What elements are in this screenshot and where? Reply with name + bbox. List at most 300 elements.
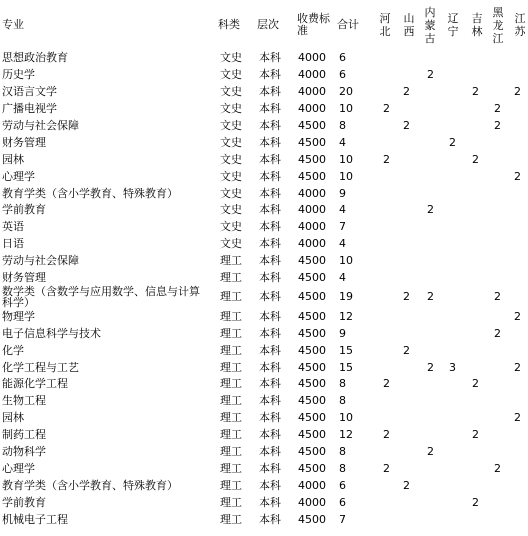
cell-province-heilongjiang [488,236,510,253]
cell-level: 本科 [259,290,281,304]
cell-fee: 4500 [298,377,326,391]
cell-province-hebei [373,359,397,376]
table-row [0,325,528,342]
cell-province-neimenggu [421,494,443,511]
cell-province-liaoning [443,427,466,444]
cell-major: 日语 [2,237,24,251]
cell-province-liaoning [443,342,466,359]
cell-province-neimenggu [421,50,443,67]
cell-province-shanxi [397,101,421,118]
cell-province-shanxi [397,511,421,528]
cell-level: 本科 [259,119,281,132]
header-province-hebei: 河北 [379,12,391,38]
cell-total: 19 [339,290,353,304]
cell-province-shanxi: 2 [403,343,410,357]
cell-province-liaoning [443,325,466,342]
cell-province-neimenggu [421,185,443,202]
cell-province-shanxi [397,202,421,219]
cell-province-liaoning [443,84,466,101]
table-row [0,427,528,444]
cell-province-liaoning: 2 [449,135,456,149]
cell-level: 本科 [259,326,281,340]
cell-province-jilin [466,185,488,202]
cell-province-jilin: 2 [472,85,479,99]
cell-fee: 4500 [298,428,326,442]
cell-major: 生物工程 [2,394,46,408]
cell-fee: 4500 [298,360,326,374]
cell-province-heilongjiang: 2 [494,102,501,116]
cell-province-jilin [466,511,488,528]
cell-level: 本科 [259,512,281,526]
cell-province-neimenggu: 2 [427,445,434,459]
cell-level: 本科 [259,377,281,391]
cell-total: 8 [339,377,346,391]
cell-province-jilin [466,270,488,287]
cell-major: 广播电视学 [2,102,57,116]
cell-province-hebei [373,185,397,202]
cell-province-neimenggu [421,84,443,101]
cell-province-jiangsu [510,253,528,270]
cell-province-jiangsu [510,376,528,393]
cell-category: 理工 [220,495,242,509]
cell-province-jilin [466,50,488,67]
cell-province-shanxi [397,444,421,461]
cell-province-hebei: 2 [383,461,390,475]
cell-province-jilin [466,236,488,253]
cell-level: 本科 [259,271,281,285]
cell-province-jiangsu [510,236,528,253]
cell-major: 动物科学 [2,445,46,459]
cell-total: 4 [339,135,346,149]
cell-fee: 4000 [298,186,326,200]
cell-province-heilongjiang [488,168,510,185]
cell-province-heilongjiang [488,253,510,270]
cell-major: 教育学类（含小学教育、特殊教育） [2,478,178,492]
cell-province-neimenggu [421,253,443,270]
cell-province-jilin [466,460,488,477]
cell-province-heilongjiang [488,393,510,410]
cell-province-jilin: 2 [472,495,479,509]
cell-major: 机械电子工程 [2,512,68,526]
cell-province-jilin [466,67,488,84]
cell-level: 本科 [259,169,281,183]
header-province-liaoning: 辽宁 [447,12,459,38]
table-row [0,50,528,67]
cell-province-neimenggu [421,118,443,135]
cell-province-jilin [466,134,488,151]
cell-province-jiangsu [510,460,528,477]
cell-province-jilin [466,308,488,325]
cell-province-neimenggu [421,427,443,444]
cell-province-hebei [373,325,397,342]
cell-fee: 4500 [298,119,326,132]
cell-province-hebei [373,511,397,528]
cell-major: 学前教育 [2,495,46,509]
cell-province-shanxi [397,168,421,185]
cell-category: 理工 [220,512,242,526]
cell-level: 本科 [259,343,281,357]
header-province-jiangsu: 江苏 [514,12,526,38]
cell-level: 本科 [259,428,281,442]
table-row [0,393,528,410]
cell-level: 本科 [259,461,281,475]
cell-province-jiangsu [510,477,528,494]
cell-province-jiangsu: 2 [514,411,521,425]
cell-province-neimenggu [421,101,443,118]
cell-province-jilin [466,118,488,135]
cell-major: 英语 [2,220,24,234]
cell-category: 文史 [220,169,242,183]
header-category: 科类 [218,18,240,31]
cell-fee: 4500 [298,152,326,166]
cell-province-hebei: 2 [383,377,390,391]
cell-province-jiangsu [510,67,528,84]
cell-total: 12 [339,428,353,442]
cell-province-neimenggu [421,393,443,410]
cell-province-neimenggu [421,168,443,185]
header-province-shanxi: 山西 [403,12,415,38]
cell-total: 8 [339,445,346,459]
cell-province-hebei [373,410,397,427]
cell-province-jiangsu [510,393,528,410]
cell-province-hebei [373,286,397,308]
cell-major: 汉语言文学 [2,85,57,99]
cell-level: 本科 [259,360,281,374]
cell-major: 劳动与社会保障 [2,119,79,132]
cell-major: 教育学类（含小学教育、特殊教育） [2,186,178,200]
cell-fee: 4500 [298,169,326,183]
cell-province-shanxi: 2 [403,85,410,99]
cell-province-shanxi [397,253,421,270]
cell-province-hebei [373,219,397,236]
cell-total: 10 [339,411,353,425]
table-row [0,219,528,236]
cell-category: 理工 [220,271,242,285]
cell-province-jilin [466,286,488,308]
cell-province-liaoning [443,444,466,461]
cell-major: 思想政治教育 [2,51,68,65]
cell-province-neimenggu: 2 [427,68,434,82]
cell-province-jiangsu [510,286,528,308]
cell-major: 心理学 [2,169,35,183]
cell-total: 6 [339,68,346,82]
cell-level: 本科 [259,186,281,200]
cell-major: 劳动与社会保障 [2,254,79,268]
cell-major: 历史学 [2,68,35,82]
cell-province-jiangsu [510,118,528,135]
cell-province-neimenggu [421,151,443,168]
cell-province-heilongjiang [488,308,510,325]
cell-province-jiangsu [510,185,528,202]
cell-province-shanxi [397,270,421,287]
cell-level: 本科 [259,85,281,99]
cell-total: 4 [339,203,346,217]
cell-category: 文史 [220,203,242,217]
cell-province-heilongjiang [488,84,510,101]
cell-category: 文史 [220,220,242,234]
header-province-neimenggu: 内蒙古 [424,5,436,45]
cell-level: 本科 [259,478,281,492]
cell-fee: 4500 [298,271,326,285]
table-row [0,236,528,253]
cell-level: 本科 [259,237,281,251]
cell-total: 20 [339,85,353,99]
cell-province-hebei [373,342,397,359]
cell-province-liaoning [443,67,466,84]
cell-province-jilin [466,444,488,461]
cell-category: 文史 [220,186,242,200]
cell-province-hebei [373,84,397,101]
cell-province-hebei [373,494,397,511]
cell-province-jilin [466,342,488,359]
cell-province-liaoning [443,185,466,202]
cell-level: 本科 [259,68,281,82]
table-row [0,84,528,101]
cell-category: 理工 [220,377,242,391]
cell-province-shanxi [397,376,421,393]
cell-province-jiangsu: 2 [514,85,521,99]
cell-total: 4 [339,271,346,285]
cell-province-heilongjiang: 2 [494,290,501,304]
header-province-heilongjiang: 黑龙江 [492,5,504,45]
table-row [0,253,528,270]
cell-province-liaoning [443,308,466,325]
cell-province-jiangsu [510,444,528,461]
cell-province-jiangsu [510,219,528,236]
cell-province-neimenggu: 2 [427,203,434,217]
cell-level: 本科 [259,254,281,268]
table-row [0,202,528,219]
cell-category: 理工 [220,343,242,357]
header-fee: 收费标准 [297,12,330,37]
cell-category: 文史 [220,119,242,132]
cell-category: 理工 [220,478,242,492]
cell-fee: 4500 [298,290,326,304]
cell-province-shanxi [397,460,421,477]
header-total: 合计 [337,18,359,31]
cell-province-hebei [373,168,397,185]
table-row [0,342,528,359]
cell-total: 12 [339,309,353,323]
cell-province-heilongjiang [488,427,510,444]
cell-province-shanxi [397,427,421,444]
cell-province-jilin [466,410,488,427]
cell-major: 学前教育 [2,203,46,217]
cell-province-jilin: 2 [472,428,479,442]
table-row [0,376,528,393]
cell-category: 理工 [220,428,242,442]
cell-province-liaoning [443,50,466,67]
cell-province-neimenggu [421,134,443,151]
table-body [0,50,528,528]
cell-major: 心理学 [2,461,35,475]
table-row [0,444,528,461]
cell-province-heilongjiang [488,151,510,168]
cell-province-liaoning [443,286,466,308]
cell-province-jilin [466,219,488,236]
cell-province-shanxi [397,410,421,427]
cell-province-liaoning [443,494,466,511]
cell-major-line: 数学类（含数学与应用数学、信息与计算 [2,285,200,299]
cell-province-shanxi [397,67,421,84]
table-row [0,460,528,477]
cell-major: 财务管理 [2,271,46,285]
cell-province-hebei [373,50,397,67]
cell-category: 理工 [220,360,242,374]
cell-fee: 4000 [298,495,326,509]
cell-province-shanxi [397,151,421,168]
cell-level: 本科 [259,203,281,217]
cell-total: 9 [339,326,346,340]
cell-major: 园林 [2,411,24,425]
cell-province-hebei [373,270,397,287]
cell-province-jilin: 2 [472,377,479,391]
cell-province-heilongjiang [488,511,510,528]
cell-province-heilongjiang [488,342,510,359]
cell-province-heilongjiang [488,185,510,202]
table-row [0,511,528,528]
table-row [0,118,528,135]
cell-fee: 4500 [298,135,326,149]
cell-fee: 4500 [298,445,326,459]
table-row [0,168,528,185]
cell-province-heilongjiang: 2 [494,461,501,475]
cell-total: 6 [339,51,346,65]
cell-province-liaoning [443,118,466,135]
header-level: 层次 [257,18,279,31]
cell-total: 9 [339,186,346,200]
cell-province-shanxi [397,185,421,202]
cell-category: 文史 [220,85,242,99]
table-row [0,67,528,84]
cell-major: 电子信息科学与技术 [2,326,101,340]
cell-province-neimenggu [421,477,443,494]
cell-level: 本科 [259,135,281,149]
cell-province-heilongjiang [488,410,510,427]
cell-province-heilongjiang [488,376,510,393]
cell-category: 理工 [220,326,242,340]
cell-province-shanxi [397,219,421,236]
cell-province-heilongjiang: 2 [494,119,501,132]
cell-level: 本科 [259,411,281,425]
cell-province-jiangsu [510,325,528,342]
cell-province-hebei [373,67,397,84]
cell-province-heilongjiang [488,134,510,151]
cell-province-heilongjiang [488,477,510,494]
cell-province-heilongjiang [488,67,510,84]
table-row [0,308,528,325]
cell-level: 本科 [259,445,281,459]
cell-total: 7 [339,512,346,526]
cell-total: 10 [339,169,353,183]
cell-total: 8 [339,394,346,408]
cell-province-neimenggu [421,325,443,342]
cell-province-neimenggu: 2 [427,290,434,304]
cell-province-hebei [373,477,397,494]
cell-category: 理工 [220,411,242,425]
cell-category: 文史 [220,102,242,116]
cell-province-heilongjiang [488,444,510,461]
cell-province-liaoning [443,460,466,477]
cell-province-hebei: 2 [383,152,390,166]
cell-total: 6 [339,495,346,509]
cell-category: 理工 [220,394,242,408]
cell-province-shanxi: 2 [403,290,410,304]
cell-province-neimenggu: 2 [427,360,434,374]
cell-province-neimenggu [421,460,443,477]
cell-fee: 4500 [298,326,326,340]
cell-province-liaoning [443,410,466,427]
cell-province-liaoning [443,253,466,270]
cell-fee: 4000 [298,237,326,251]
cell-province-jilin [466,202,488,219]
cell-province-liaoning [443,168,466,185]
cell-province-neimenggu [421,270,443,287]
cell-category: 文史 [220,152,242,166]
cell-province-heilongjiang [488,219,510,236]
cell-province-neimenggu [421,376,443,393]
cell-province-hebei [373,134,397,151]
cell-fee: 4500 [298,461,326,475]
table-row [0,286,528,308]
table-row [0,359,528,376]
cell-province-jiangsu [510,50,528,67]
cell-major: 化学 [2,343,24,357]
cell-province-hebei: 2 [383,102,390,116]
cell-level: 本科 [259,220,281,234]
cell-category: 理工 [220,254,242,268]
cell-category: 理工 [220,461,242,475]
cell-province-liaoning [443,376,466,393]
cell-province-shanxi [397,308,421,325]
cell-fee: 4500 [298,512,326,526]
cell-province-jiangsu [510,427,528,444]
cell-total: 15 [339,360,353,374]
cell-province-hebei [373,253,397,270]
cell-level: 本科 [259,152,281,166]
cell-province-shanxi: 2 [403,119,410,132]
cell-province-heilongjiang [488,202,510,219]
cell-province-jilin [466,101,488,118]
cell-province-hebei [373,308,397,325]
cell-fee: 4000 [298,68,326,82]
cell-province-jilin [466,253,488,270]
table-row [0,494,528,511]
cell-major: 园林 [2,152,24,166]
cell-province-shanxi [397,50,421,67]
cell-category: 文史 [220,237,242,251]
cell-province-liaoning [443,270,466,287]
cell-level: 本科 [259,394,281,408]
cell-major: 化学工程与工艺 [2,360,79,374]
cell-province-jiangsu: 2 [514,360,521,374]
cell-province-jilin [466,325,488,342]
cell-province-jilin [466,359,488,376]
cell-province-liaoning [443,511,466,528]
cell-category: 理工 [220,290,242,304]
cell-major: 物理学 [2,309,35,323]
cell-total: 4 [339,237,346,251]
cell-province-jiangsu [510,151,528,168]
cell-province-heilongjiang [488,494,510,511]
cell-major: 能源化学工程 [2,377,68,391]
cell-province-jiangsu [510,494,528,511]
cell-province-liaoning [443,236,466,253]
cell-province-hebei [373,236,397,253]
cell-level: 本科 [259,51,281,65]
cell-province-jilin [466,168,488,185]
cell-province-neimenggu [421,410,443,427]
